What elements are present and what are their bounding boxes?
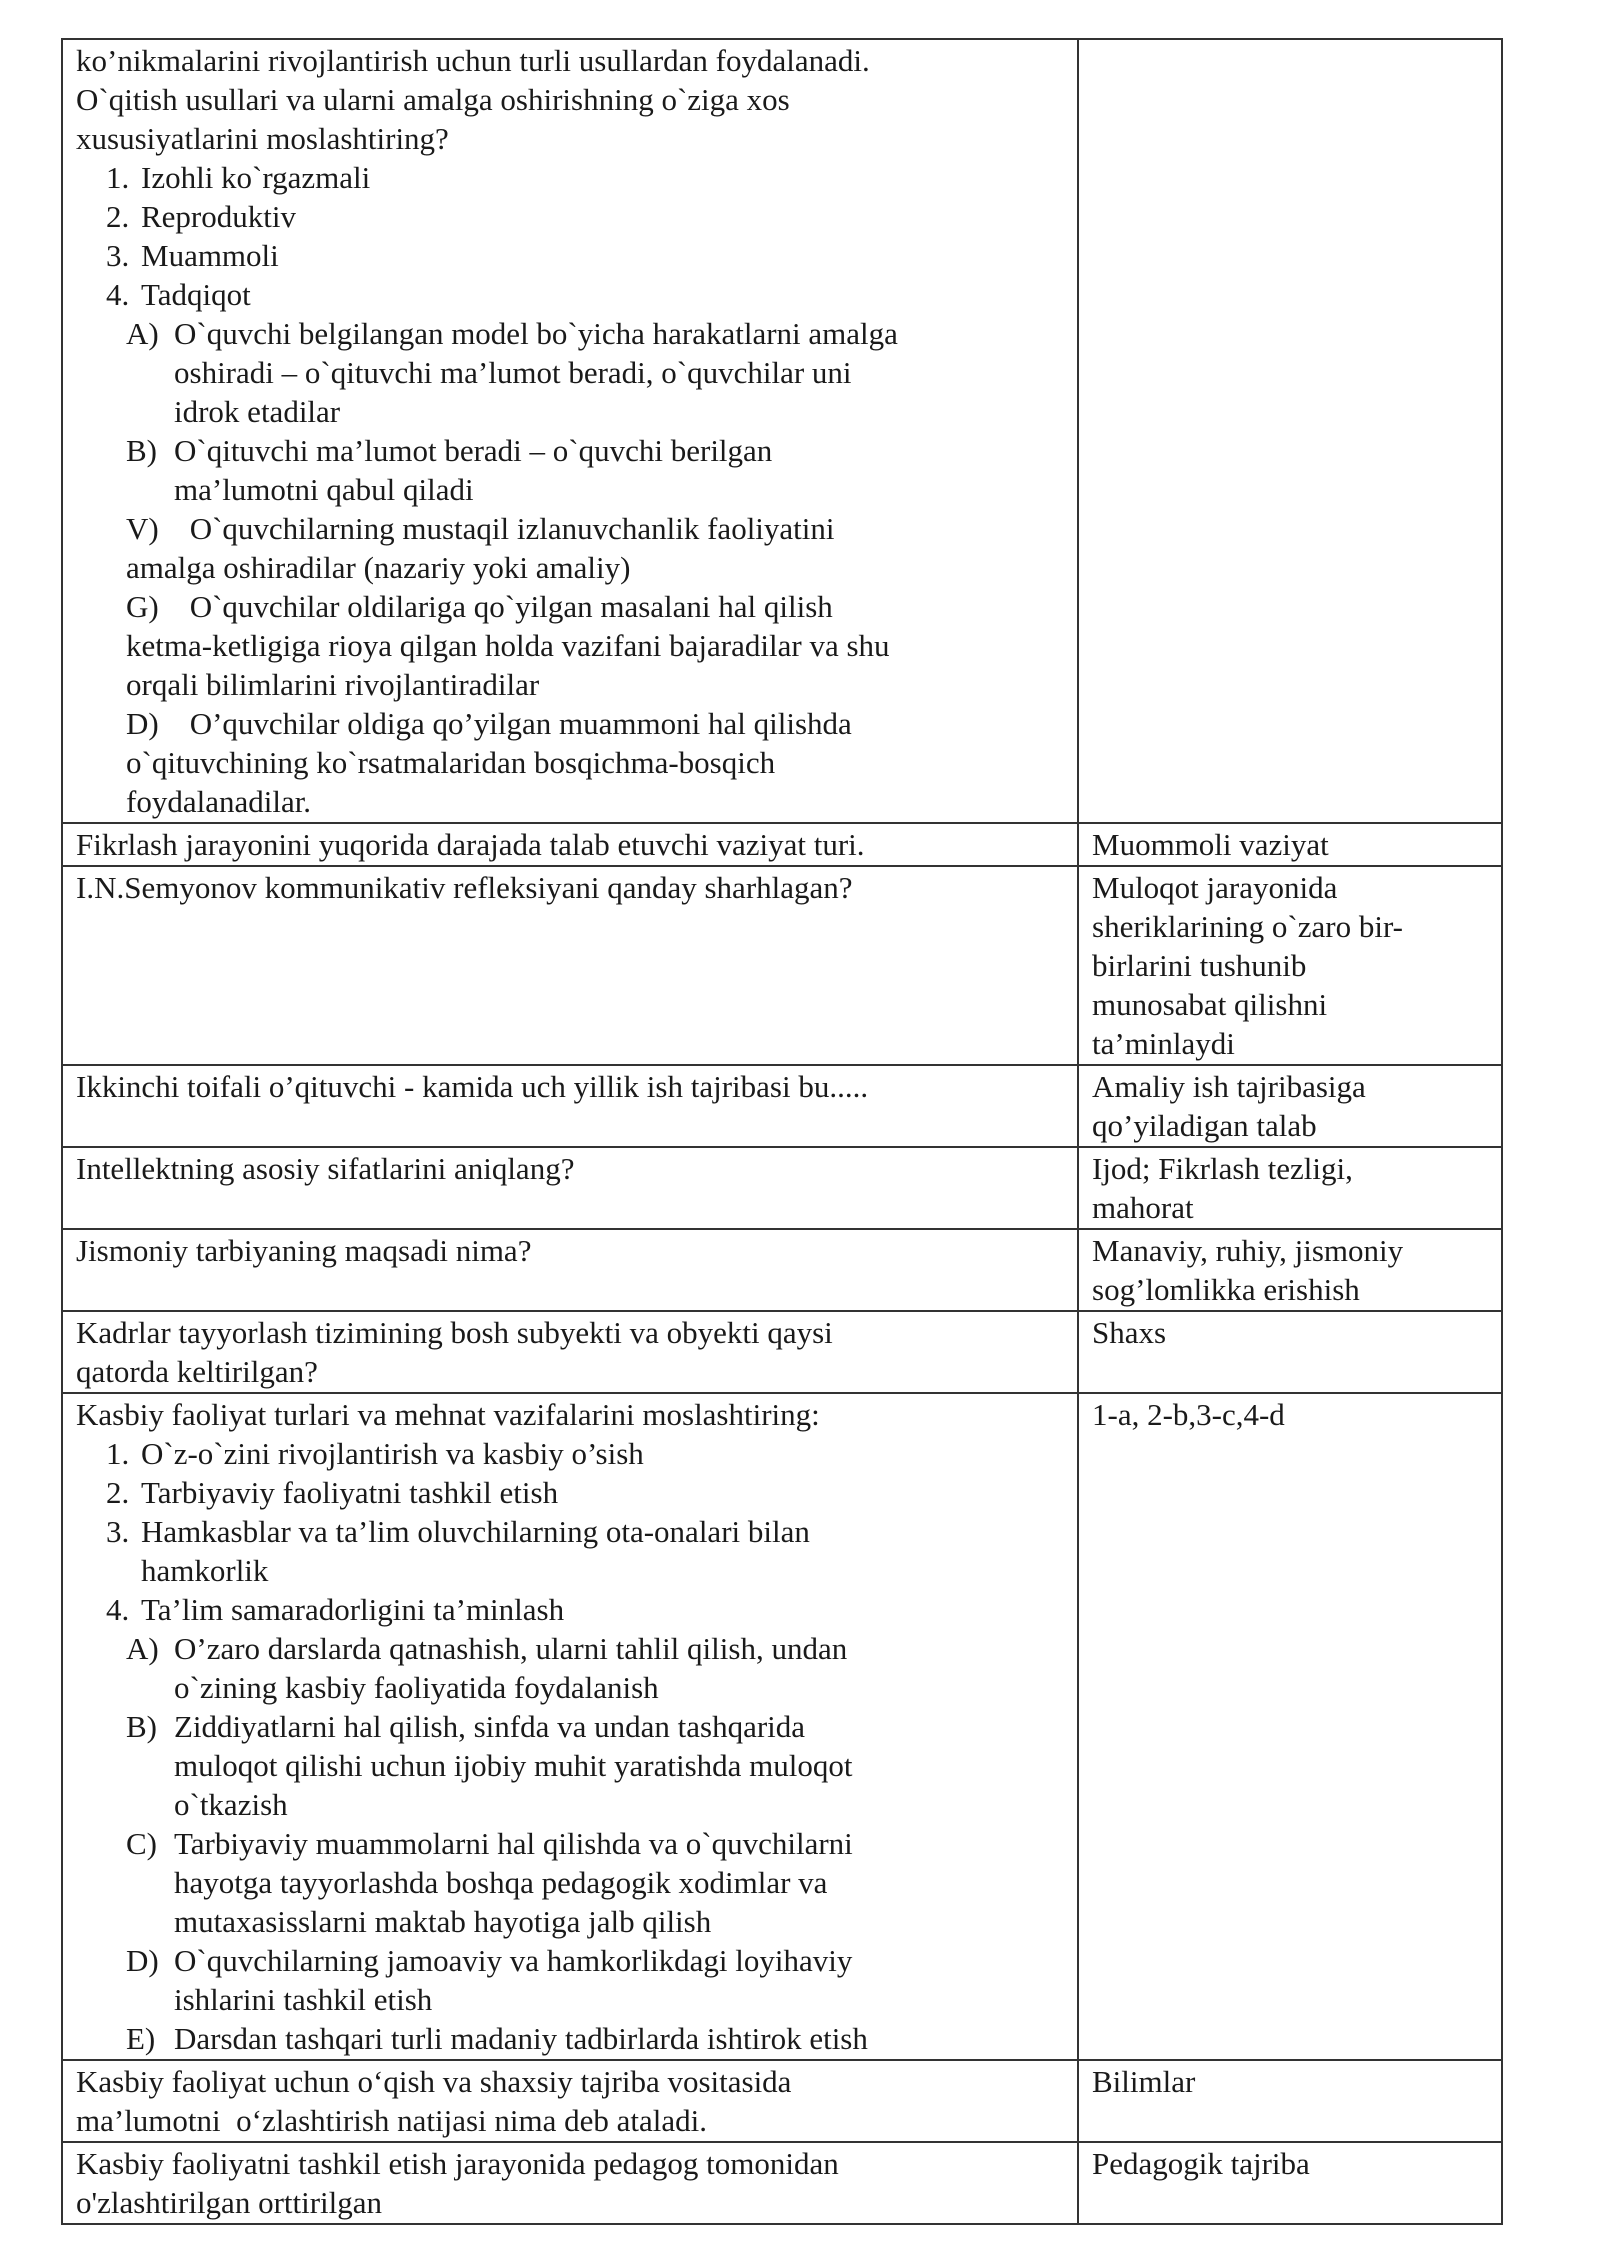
question-cell <box>62 1147 1078 1229</box>
option-item: B) O`qituvchi ma’lumot beradi – o`quvchi berilgan <box>126 433 773 468</box>
answer-line: sog’lomlikka erishish <box>1092 1272 1360 1307</box>
question-cell <box>62 1065 1078 1147</box>
answer-line: Manaviy, ruhiy, jismoniy <box>1092 1233 1404 1268</box>
option-item: E) Darsdan tashqari turli madaniy tadbirlarda ishtirok etish <box>126 2021 868 2056</box>
numbered-item: 2. Reproduktiv <box>106 199 296 234</box>
answer-line: munosabat qilishni <box>1092 987 1328 1022</box>
answer-cell <box>1078 1311 1502 1393</box>
question-cell <box>62 1229 1078 1311</box>
table-row <box>62 2060 1502 2142</box>
table-row <box>62 1147 1502 1229</box>
question-line: o'zlashtirilgan orttirilgan <box>76 2185 383 2220</box>
option-item: C) Tarbiyaviy muammolarni hal qilishda va o`quvchilarni <box>126 1826 853 1861</box>
option-line: o`tkazish <box>174 1787 288 1822</box>
table-row <box>62 2142 1502 2224</box>
answer-cell <box>1078 2060 1502 2142</box>
answer-line: mahorat <box>1092 1190 1194 1225</box>
question-line: Kasbiy faoliyat uchun o‘qish va shaxsiy tajriba vositasida <box>76 2064 792 2099</box>
question-line: xususiyatlarini moslashtiring? <box>76 121 449 156</box>
question-line: Kadrlar tayyorlash tizimining bosh subyekti va obyekti qaysi <box>76 1315 833 1350</box>
table-row <box>62 1393 1502 2060</box>
qa-table <box>61 38 1503 2225</box>
option-line: idrok etadilar <box>174 394 341 429</box>
answer-cell <box>1078 1393 1502 2060</box>
question-cell <box>62 2142 1078 2224</box>
question-cell <box>62 1393 1078 2060</box>
question-line: ko’nikmalarini rivojlantirish uchun turli usullardan foydalanadi. <box>76 43 870 78</box>
answer-cell <box>1078 823 1502 866</box>
option-line: orqali bilimlarini rivojlantiradilar <box>126 667 540 702</box>
numbered-item: 1. O`z-o`zini rivojlantirish va kasbiy o’sish <box>106 1436 644 1471</box>
question-line: Kasbiy faoliyat turlari va mehnat vazifalarini moslashtiring: <box>76 1397 820 1432</box>
question-line: Kasbiy faoliyatni tashkil etish jarayonida pedagog tomonidan <box>76 2146 839 2181</box>
answer-line: Muommoli vaziyat <box>1092 827 1329 862</box>
option-line: ma’lumotni qabul qiladi <box>174 472 474 507</box>
question-cell <box>62 866 1078 1065</box>
question-line: Jismoniy tarbiyaning maqsadi nima? <box>76 1233 532 1268</box>
numbered-item: 4. Tadqiqot <box>106 277 251 312</box>
table-row <box>62 1311 1502 1393</box>
answer-line: sheriklarining o`zaro bir- <box>1092 909 1403 944</box>
question-cell <box>62 39 1078 823</box>
option-line: oshiradi – o`qituvchi ma’lumot beradi, o`quvchilar uni <box>174 355 852 390</box>
option-item: A) O`quvchi belgilangan model bo`yicha harakatlarni amalga <box>126 316 898 351</box>
answer-line: 1-a, 2-b,3-c,4-d <box>1092 1397 1285 1432</box>
question-line: ma’lumotni o‘zlashtirish natijasi nima deb ataladi. <box>76 2103 708 2138</box>
answer-line: Pedagogik tajriba <box>1092 2146 1310 2181</box>
table-row <box>62 1065 1502 1147</box>
option-line: mutaxasisslarni maktab hayotiga jalb qilish <box>174 1904 712 1939</box>
answer-cell <box>1078 1065 1502 1147</box>
option-line: hayotga tayyorlashda boshqa pedagogik xodimlar va <box>174 1865 828 1900</box>
option-item: D) O`quvchilarning jamoaviy va hamkorlikdagi loyihaviy <box>126 1943 853 1978</box>
answer-cell <box>1078 1147 1502 1229</box>
option-line: o`zining kasbiy faoliyatida foydalanish <box>174 1670 659 1705</box>
question-line: Intellektning asosiy sifatlarini aniqlang? <box>76 1151 575 1186</box>
answer-cell <box>1078 39 1502 823</box>
option-line: ishlarini tashkil etish <box>174 1982 433 2017</box>
question-line: O`qitish usullari va ularni amalga oshirishning o`ziga xos <box>76 82 790 117</box>
answer-cell <box>1078 866 1502 1065</box>
question-line: Fikrlash jarayonini yuqorida darajada talab etuvchi vaziyat turi. <box>76 827 865 862</box>
option-line: G) O`quvchilar oldilariga qo`yilgan masalani hal qilish <box>126 589 833 624</box>
answer-line: Bilimlar <box>1092 2064 1196 2099</box>
question-cell <box>62 2060 1078 2142</box>
option-line: ketma-ketligiga rioya qilgan holda vazifani bajaradilar va shu <box>126 628 890 663</box>
numbered-line: hamkorlik <box>141 1553 269 1588</box>
answer-line: Ijod; Fikrlash tezligi, <box>1092 1151 1353 1186</box>
numbered-item: 3. Hamkasblar va ta’lim oluvchilarning ota-onalari bilan <box>106 1514 810 1549</box>
answer-line: Muloqot jarayonida <box>1092 870 1338 905</box>
table-row <box>62 823 1502 866</box>
numbered-item: 2. Tarbiyaviy faoliyatni tashkil etish <box>106 1475 559 1510</box>
option-line: o`qituvchining ko`rsatmalaridan bosqichma-bosqich <box>126 745 776 780</box>
option-line: V) O`quvchilarning mustaqil izlanuvchanlik faoliyatini <box>126 511 835 546</box>
answer-line: ta’minlaydi <box>1092 1026 1235 1061</box>
question-line: I.N.Semyonov kommunikativ refleksiyani qanday sharhlagan? <box>76 870 853 905</box>
question-cell <box>62 823 1078 866</box>
option-line: D) O’quvchilar oldiga qo’yilgan muammoni hal qilishda <box>126 706 852 741</box>
numbered-item: 3. Muammoli <box>106 238 279 273</box>
option-line: amalga oshiradilar (nazariy yoki amaliy) <box>126 550 631 585</box>
question-line: Ikkinchi toifali o’qituvchi - kamida uch yillik ish tajribasi bu..... <box>76 1069 869 1104</box>
table-row <box>62 866 1502 1065</box>
answer-line: birlarini tushunib <box>1092 948 1307 983</box>
question-cell <box>62 1311 1078 1393</box>
option-item: B) Ziddiyatlarni hal qilish, sinfda va undan tashqarida <box>126 1709 806 1744</box>
option-line: foydalanadilar. <box>126 784 312 819</box>
question-line: qatorda keltirilgan? <box>76 1354 318 1389</box>
answer-line: qo’yiladigan talab <box>1092 1108 1317 1143</box>
answer-line: Amaliy ish tajribasiga <box>1092 1069 1366 1104</box>
option-item: A) O’zaro darslarda qatnashish, ularni tahlil qilish, undan <box>126 1631 848 1666</box>
answer-line: Shaxs <box>1092 1315 1167 1350</box>
option-line: muloqot qilishi uchun ijobiy muhit yaratishda muloqot <box>174 1748 853 1783</box>
answer-cell <box>1078 2142 1502 2224</box>
numbered-item: 1. Izohli ko`rgazmali <box>106 160 371 195</box>
numbered-item: 4. Ta’lim samaradorligini ta’minlash <box>106 1592 565 1627</box>
table-row <box>62 1229 1502 1311</box>
table-row <box>62 39 1502 823</box>
answer-cell <box>1078 1229 1502 1311</box>
